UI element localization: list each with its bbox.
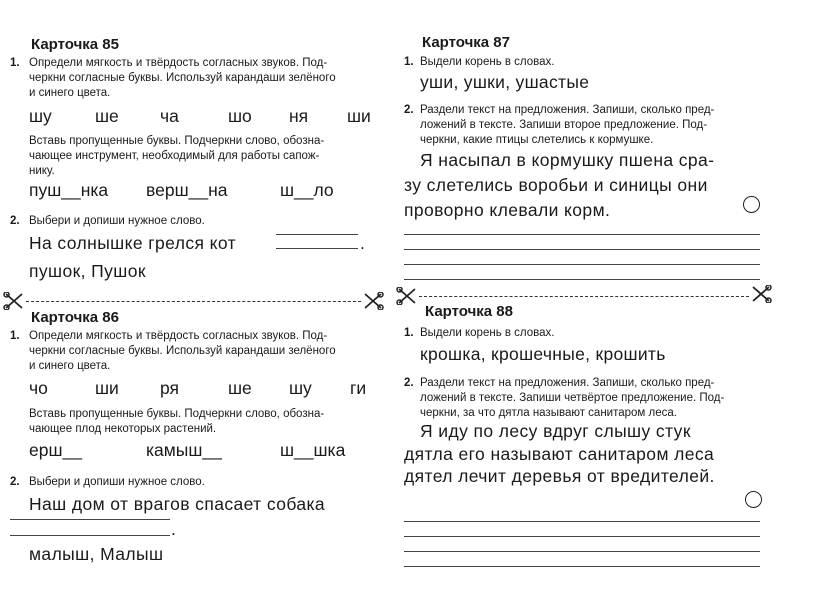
card-87-words: уши, ушки, ушастые xyxy=(420,72,590,92)
card-88-task2-line2: ложений в тексте. Запиши четвёртое предложение. Под- xyxy=(420,392,725,404)
card-88-task2-line3: черкни, за что дятла называют санитаром леса. xyxy=(420,407,677,419)
card-87-task1-number: 1. xyxy=(404,56,414,68)
card-85-syllable: ше xyxy=(95,106,119,126)
card-86-answer-line-top xyxy=(10,519,170,520)
card-88-task2-number: 2. xyxy=(404,377,414,389)
card-88-text-line2: дятла его называют санитаром леса xyxy=(404,444,715,464)
card-87-title: Карточка 87 xyxy=(422,34,510,51)
card-85-insert-line1: Вставь пропущенные буквы. Подчеркни слово, обозна- xyxy=(29,135,325,147)
card-85-task2-text: Выбери и допиши нужное слово. xyxy=(29,215,205,227)
card-87-task2-line1: Раздели текст на предложения. Запиши, сколько пред- xyxy=(420,104,715,116)
card-88-task1-text: Выдели корень в словах. xyxy=(420,327,555,339)
card-86-fill-word: ерш__ xyxy=(29,440,82,460)
scissors-icon xyxy=(396,287,418,305)
card-88-text-line3: дятел лечит деревья от вредителей. xyxy=(404,466,715,486)
card-86-sentence: Наш дом от врагов спасает собака xyxy=(29,494,326,514)
card-86-task1-line2: черкни согласные буквы. Используй карандаши зелёного xyxy=(29,345,336,357)
card-85-syllable: шу xyxy=(29,106,52,126)
card-85-sentence: На солнышке грелся кот xyxy=(29,233,237,253)
card-85-answer-line[interactable] xyxy=(276,248,358,249)
scissors-icon xyxy=(362,292,384,310)
card-86-period: . xyxy=(171,519,177,539)
card-86-task1-line1: Определи мягкость и твёрдость согласных звуков. Под- xyxy=(29,330,328,342)
cut-line-right xyxy=(419,296,749,297)
card-85-task1-line3: и синего цвета. xyxy=(29,87,111,99)
card-87-writing-line[interactable] xyxy=(404,279,760,280)
card-85-task1-line1: Определи мягкость и твёрдость согласных звуков. Под- xyxy=(29,57,328,69)
card-86-fill-word: ш__шка xyxy=(280,440,346,460)
card-88-task1-number: 1. xyxy=(404,327,414,339)
card-86-syllable: ши xyxy=(95,378,119,398)
card-86-task1-line3: и синего цвета. xyxy=(29,360,111,372)
cut-line-left xyxy=(26,301,361,302)
card-85-syllable: ча xyxy=(160,106,179,126)
card-88-task2-line1: Раздели текст на предложения. Запиши, сколько пред- xyxy=(420,377,715,389)
card-85-syllable: ши xyxy=(347,106,371,126)
card-88-writing-line[interactable] xyxy=(404,536,760,537)
card-87-writing-line[interactable] xyxy=(404,249,760,250)
card-86-fill-word: камыш__ xyxy=(146,440,222,460)
card-87-task2-line2: ложений в тексте. Запиши второе предложение. Под- xyxy=(420,119,708,131)
card-88-writing-line[interactable] xyxy=(404,551,760,552)
card-86-syllable: ря xyxy=(160,378,180,398)
card-87-text-line2: зу слетелись воробьи и синицы они xyxy=(404,175,708,195)
card-87-text-line3: проворно клевали корм. xyxy=(404,200,611,220)
card-85-insert-line2: чающее инструмент, необходимый для работы сапож- xyxy=(29,150,320,162)
card-87-text-line1: Я насыпал в кормушку пшена сра- xyxy=(420,150,715,170)
card-86-syllable: шу xyxy=(289,378,312,398)
card-86-syllable: ги xyxy=(350,378,367,398)
card-87-writing-line[interactable] xyxy=(404,264,760,265)
card-85-task1-line2: черкни согласные буквы. Используй карандаши зелёного xyxy=(29,72,336,84)
card-86-task1-number: 1. xyxy=(10,330,20,342)
card-87-task2-line3: черкни, какие птицы слетелись к кормушке. xyxy=(420,134,654,146)
scissors-icon xyxy=(3,292,25,310)
card-85-insert-line3: нику. xyxy=(29,165,55,177)
card-85-syllable: ня xyxy=(289,106,309,126)
card-87-writing-line[interactable] xyxy=(404,234,760,235)
scissors-icon xyxy=(750,285,772,303)
card-88-title: Карточка 88 xyxy=(425,303,513,320)
card-88-writing-line[interactable] xyxy=(404,566,760,567)
card-86-syllable: ше xyxy=(228,378,252,398)
card-85-answer-line-top xyxy=(276,234,358,235)
card-85-period: . xyxy=(360,233,366,253)
card-87-task2-number: 2. xyxy=(404,104,414,116)
card-86-options: малыш, Малыш xyxy=(29,544,164,564)
card-86-task2-text: Выбери и допиши нужное слово. xyxy=(29,476,205,488)
card-85-fill-word: верш__на xyxy=(146,180,228,200)
card-85-task1-number: 1. xyxy=(10,57,20,69)
card-85-syllable: шо xyxy=(228,106,252,126)
card-85-options: пушок, Пушок xyxy=(29,261,146,281)
card-88-answer-circle[interactable] xyxy=(745,491,762,508)
card-86-title: Карточка 86 xyxy=(31,309,119,326)
card-86-insert-line1: Вставь пропущенные буквы. Подчеркни слово, обозна- xyxy=(29,408,325,420)
card-85-title: Карточка 85 xyxy=(31,36,119,53)
card-85-fill-word: ш__ло xyxy=(280,180,334,200)
card-86-insert-line2: чающее плод некоторых растений. xyxy=(29,423,217,435)
card-86-syllable: чо xyxy=(29,378,48,398)
card-87-answer-circle[interactable] xyxy=(743,196,760,213)
card-88-text-line1: Я иду по лесу вдруг слышу стук xyxy=(420,421,691,441)
card-87-task1-text: Выдели корень в словах. xyxy=(420,56,555,68)
card-88-words: крошка, крошечные, крошить xyxy=(420,344,666,364)
card-86-task2-number: 2. xyxy=(10,476,20,488)
card-85-task2-number: 2. xyxy=(10,215,20,227)
card-85-fill-word: пуш__нка xyxy=(29,180,109,200)
card-86-answer-line[interactable] xyxy=(10,535,170,536)
card-88-writing-line[interactable] xyxy=(404,521,760,522)
